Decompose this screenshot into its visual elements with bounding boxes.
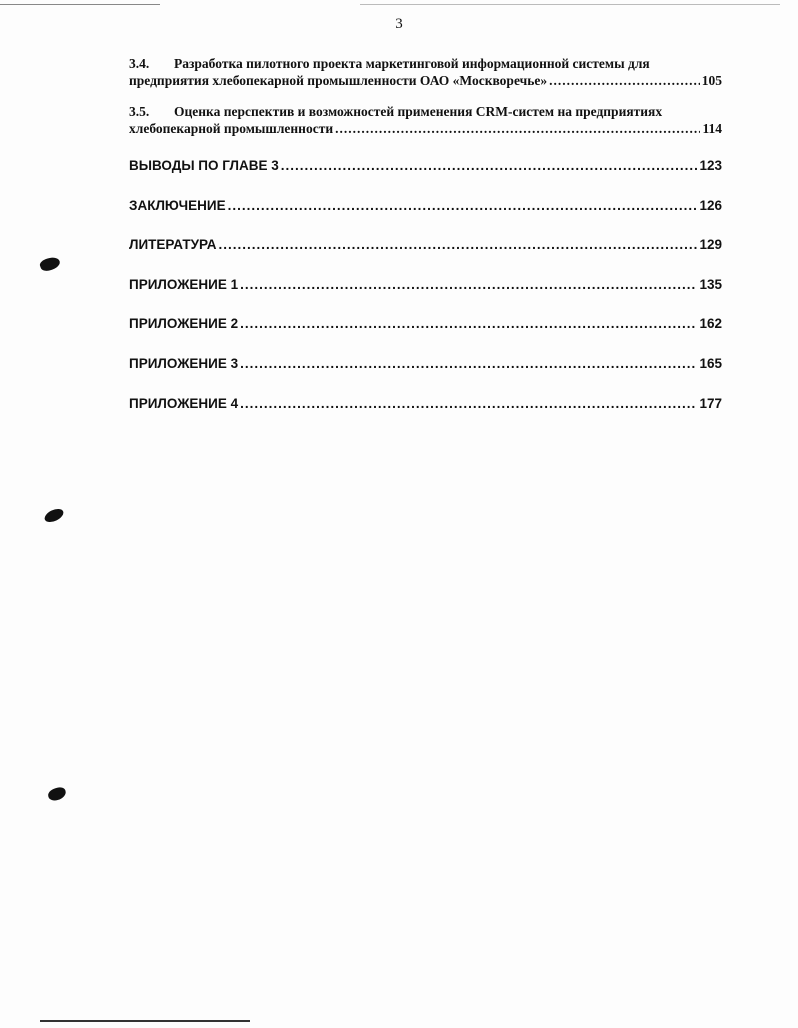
toc-entry-appendix-1 [129,277,722,292]
toc-entry-title: ПРИЛОЖЕНИЕ 3 [129,356,239,371]
toc-entry-page: 126 [699,198,722,213]
top-scan-line [0,4,160,5]
binding-mark [43,506,66,524]
binding-mark [39,255,62,273]
toc-leader-dots [335,120,700,137]
toc-leader-dots [219,237,698,252]
toc-entry-page: 105 [701,73,722,88]
toc-leader-dots [228,198,698,213]
toc-entry-title: ПРИЛОЖЕНИЕ 1 [129,277,239,292]
toc-entry-title-line1: Разработка пилотного проекта маркетинговой информационной системы для [174,56,650,71]
binding-mark [47,786,67,802]
toc-entry-number: 3.4. [129,56,150,71]
toc-entry-conclusion [129,198,722,213]
toc-entry-page: 177 [699,396,722,411]
toc-leader-dots [240,277,697,292]
toc-entry-title: ЗАКЛЮЧЕНИЕ [129,198,226,213]
bottom-scan-line [40,1020,250,1022]
toc-leader-dots [240,316,697,331]
toc-entry-page: 129 [699,237,722,252]
toc-entry-title-line1: Оценка перспектив и возможностей применения CRM-систем на предприятиях [174,104,663,119]
toc-entry-title: ПРИЛОЖЕНИЕ 2 [129,316,239,331]
toc-entry-page: 135 [699,277,722,292]
toc-entry-page: 165 [699,356,722,371]
toc-entry-appendix-3 [129,356,722,371]
toc-entry-3-5 [129,103,722,137]
toc-entry-page: 123 [699,158,722,173]
toc-leader-dots [549,72,700,89]
toc-leader-dots [240,356,697,371]
toc-entry-page: 162 [699,316,722,331]
toc-leader-dots [240,396,697,411]
toc-entry-page: 114 [702,121,722,136]
top-scan-line [360,4,780,5]
toc-entry-title: ЛИТЕРАТУРА [129,237,217,252]
toc-entry-appendix-2 [129,316,722,331]
toc-entry-appendix-4 [129,396,722,411]
toc-entry-title: ПРИЛОЖЕНИЕ 4 [129,396,239,411]
toc-entry-number: 3.5. [129,104,150,119]
toc-leader-dots [281,158,698,173]
page-number: 3 [395,16,403,32]
toc-entry-title-line2: предприятия хлебопекарной промышленности ОАО «Москворечье» [129,73,548,88]
toc-entry-title-line2: хлебопекарной промышленности [129,121,334,136]
toc-entry-conclusions-ch3 [129,158,722,173]
toc-entry-title: ВЫВОДЫ ПО ГЛАВЕ 3 [129,158,279,173]
toc-entry-3-4 [129,55,722,89]
toc-entry-literature [129,237,722,252]
